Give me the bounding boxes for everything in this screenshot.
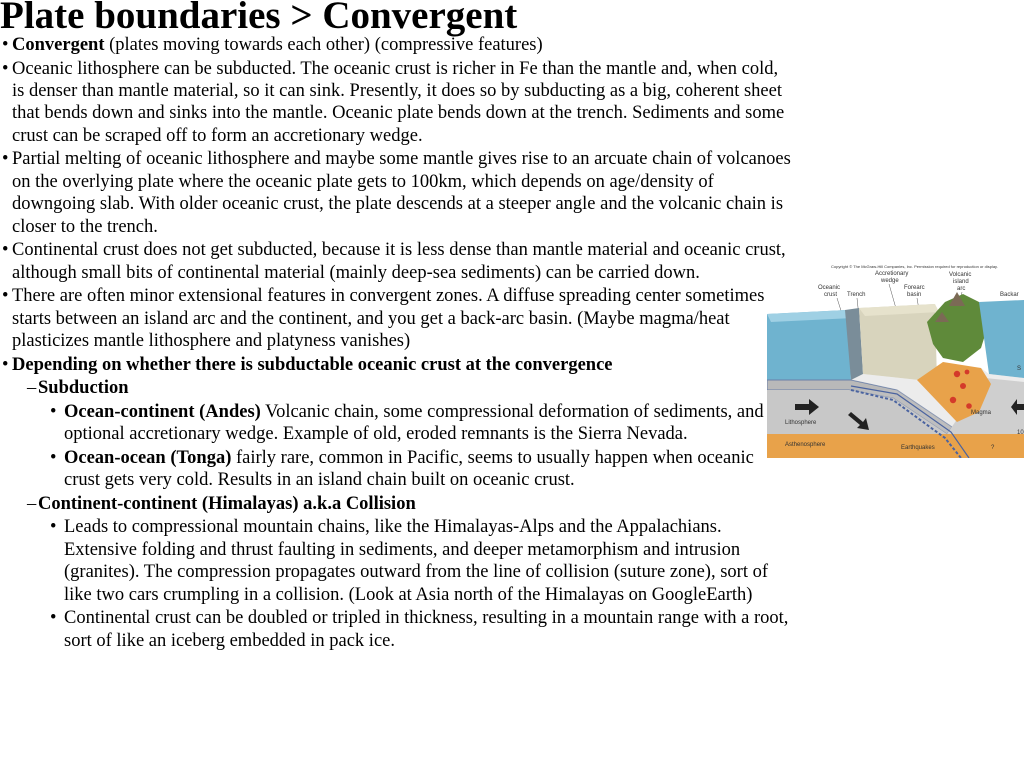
bullet-compressional-mountains <box>0 516 792 606</box>
slide-title: Plate boundaries > Convergent <box>0 0 518 37</box>
bullet-continental-crust <box>0 239 792 284</box>
label-s-edge: S <box>1017 366 1022 372</box>
label-trench: Trench <box>847 292 866 298</box>
subheading-subduction <box>0 377 792 399</box>
bullet-text: Volcanic chain, some compressional deformation of sediments, and optional accretionary wedge. Example of old, eroded remnants is the Sierra Nevada. <box>64 401 764 445</box>
bullet-bold-text: Ocean-continent (Andes) <box>64 401 261 422</box>
bullet-partial-melting <box>0 148 792 238</box>
label-ten: 10 <box>1017 430 1024 436</box>
figure-copyright: Copyright © The McGraw-Hill Companies, Inc. Permission required for reproduction or display. <box>831 264 998 269</box>
bullet-text: There are often minor extensional features in convergent zones. A diffuse spreading center sometimes starts between an island arc and the continent, and you get a back-arc basin. (Maybe magma/heat plasticizes mantle lithosphere and platyness vanishes) <box>12 286 765 352</box>
label-accretionary-wedge-1: Accretionary <box>875 271 909 277</box>
dash-marker: – <box>27 493 37 514</box>
label-asthenosphere: Asthenosphere <box>785 442 826 448</box>
bullet-marker: • <box>2 58 9 79</box>
accretionary-wedge <box>859 304 937 382</box>
label-forearc-1: Forearc <box>904 285 925 291</box>
bullet-depending <box>0 354 792 376</box>
bullet-bold-text: Ocean-ocean (Tonga) <box>64 447 232 468</box>
label-magma: Magma <box>971 410 992 416</box>
bullet-extensional-features <box>0 285 792 352</box>
subduction-zone-diagram <box>767 262 1024 458</box>
bullet-marker: • <box>2 240 9 261</box>
bullet-marker: • <box>2 286 9 307</box>
bullet-text: Continental crust can be doubled or tripled in thickness, resulting in a mountain range with a root, sort of like an iceberg embedded in pack ice. <box>64 608 789 651</box>
bullet-text: fairly rare, common in Pacific, seems to usually happen when oceanic crust gets very cold. Results in an island chain built on oceanic crust. <box>64 447 754 491</box>
bullet-ocean-ocean <box>0 447 792 492</box>
bullet-marker: • <box>50 447 57 468</box>
label-volcanic-1: Volcanic <box>949 272 972 278</box>
bullet-bold-text: Convergent <box>12 35 105 55</box>
subheading-text: Subduction <box>38 378 129 399</box>
bullet-text: Continental crust does not get subducted, because it is less dense than mantle material and oceanic crust, although small bits of continental material (mainly deep-sea sediments) can be carried down. <box>12 240 786 283</box>
bullet-marker: • <box>50 608 57 629</box>
label-accretionary-wedge-2: wedge <box>881 278 899 284</box>
label-volcanic-2: island <box>953 279 969 285</box>
subheading-text: Continent-continent (Himalayas) a.k.a Collision <box>38 493 416 514</box>
bullet-ocean-continent <box>0 401 792 446</box>
label-forearc-2: basin <box>907 292 922 298</box>
label-earthquakes: Earthquakes <box>901 445 935 451</box>
bullet-marker: • <box>2 354 9 375</box>
label-oceanic-1: Oceanic <box>818 285 841 291</box>
label-volcanic-3: arc <box>957 286 966 292</box>
bullet-text: Leads to compressional mountain chains, like the Himalayas-Alps and the Appalachians. Extensive folding and thrust faulting in sediments, and deeper metamorphism and intrusion (granites). The compression propagates outward from the line of collision (suture zone), sort of like two cars crumpling in a collision. (Look at Asia north of the Himalayas on GoogleEarth) <box>64 517 769 605</box>
subheading-collision <box>0 493 792 515</box>
slide-content <box>0 34 792 652</box>
bullet-text: (plates moving towards each other) (compressive features) <box>104 35 543 55</box>
label-lithosphere: Lithosphere <box>785 420 817 426</box>
label-backarc: Backar <box>1000 292 1019 298</box>
bullet-marker: • <box>2 149 9 170</box>
label-question: ? <box>991 445 995 451</box>
bullet-text: Oceanic lithosphere can be subducted. The oceanic crust is richer in Fe than the mantle and, when cold, is denser than mantle material, so it can sink. Presently, it does so by subducting as a big, coherent sheet that bends down and sinks into the mantle. Oceanic plate bends down at the trench. Sediments and some crust can be scraped off to form an accretionary wedge. <box>12 58 785 146</box>
bullet-crust-doubled <box>0 607 792 652</box>
bullet-marker: • <box>50 517 57 538</box>
bullet-convergent <box>0 34 792 56</box>
bullet-marker: • <box>50 401 57 422</box>
label-oceanic-2: crust <box>824 292 838 298</box>
bullet-oceanic-subduction <box>0 58 792 148</box>
dash-marker: – <box>27 378 37 399</box>
bullet-marker: • <box>2 35 9 55</box>
bullet-text: Partial melting of oceanic lithosphere and maybe some mantle gives rise to an arcuate chain of volcanoes on the overlying plate where the oceanic plate gets to 100km, which depends on age/density of downgoing slab. With older oceanic crust, the plate descends at a steeper angle and the volcanic chain is closer to the trench. <box>12 149 791 237</box>
bullet-bold-text: Depending on whether there is subductable oceanic crust at the convergence <box>12 354 613 375</box>
